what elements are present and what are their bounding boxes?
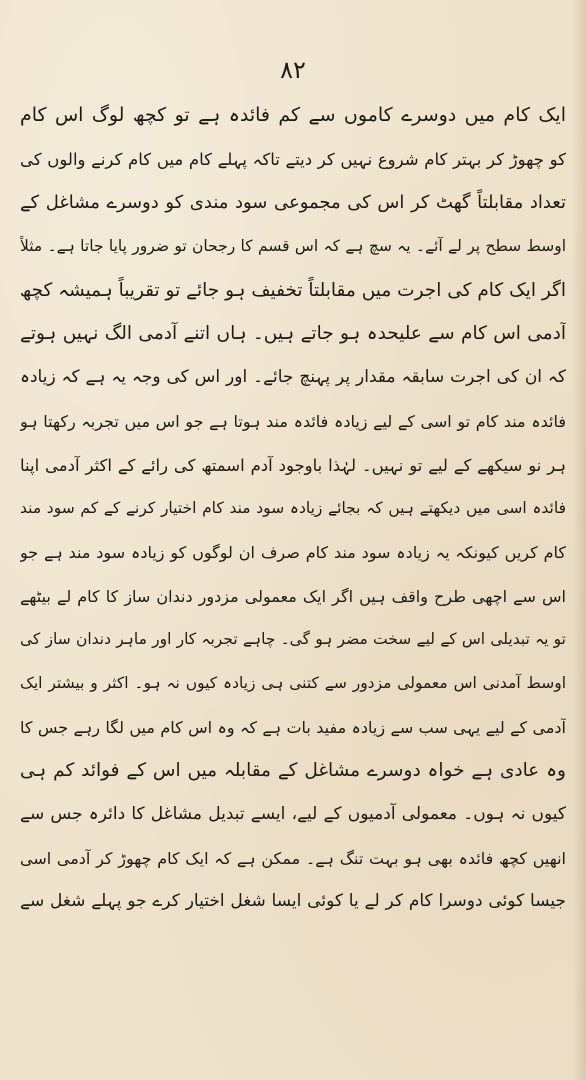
text-line: ایک کام میں دوسرے کاموں سے کم فائدہ ہے تو کچھ لوگ اس کام	[20, 104, 566, 126]
text-line: کہ ان کی اجرت سابقہ مقدار پر پہنچ جائے۔ اور اس کی وجہ یہ ہے کہ زیادہ	[20, 367, 566, 388]
text-line: انھیں کچھ فائدہ بھی ہو بہت تنگ ہے۔ ممکن ہے کہ ایک کام چھوڑ کر آدمی اسی	[20, 848, 566, 868]
text-line: تعداد مقابلتاً گھٹ کر اس کی مجموعی سود مندی کو دوسرے مشاغل کے	[20, 192, 566, 214]
text-line: اوسط آمدنی اس معمولی مزدور سے کتنی ہی زیادہ کیوں نہ ہو۔ اکثر و بیشتر ایک	[20, 673, 566, 692]
text-line: وہ عادی ہے خواہ دوسرے مشاغل کے مقابلہ میں اس کے فوائد کم ہی	[20, 760, 566, 782]
text-line: کام کریں کیونکہ یہ زیادہ سود مند کام صرف ان لوگوں کو زیادہ سود مند ہے جو	[20, 542, 566, 562]
text-line: آدمی کے لیے یہی سب سے زیادہ مفید بات ہے کہ وہ اس کام میں لگا رہے جس کا	[20, 717, 566, 737]
text-line: فائدہ مند کام تو اسی کے لیے زیادہ فائدہ مند ہوتا ہے جو اس میں تجربہ رکھتا ہو	[20, 411, 566, 431]
text-line: اس سے اچھی طرح واقف ہیں اگر ایک معمولی مزدور دندان ساز کا کام لے بیٹھے	[20, 586, 566, 606]
text-line: فائدہ اسی میں دیکھتے ہیں کہ بجائے زیادہ سود مند کام اختیار کرنے کے کم سود مند	[20, 499, 566, 518]
text-line: جیسا کوئی دوسرا کام کر لے یا کوئی ایسا شغل اختیار کرے جو پہلے شغل سے	[20, 891, 566, 912]
text-line: کو چھوڑ کر بہتر کام شروع نہیں کر دیتے تاکہ پہلے کام میں کام کرنے والوں کی	[20, 149, 566, 169]
page-number: ٨٢	[280, 56, 306, 84]
text-line: اوسط سطح پر لے آئے۔ یہ سچ ہے کہ اس قسم کا رجحان تو ضرور پایا جاتا ہے۔ مثلاً	[20, 237, 566, 256]
body-text	[20, 94, 566, 924]
page-edge-shadow	[572, 0, 586, 1080]
text-line: کیوں نہ ہوں۔ معمولی آدمیوں کے لیے، ایسے تبدیل مشاغل کا دائرہ جس سے	[20, 804, 566, 824]
text-line: ہر نو سیکھے کے لیے تو نہیں۔ لہٰذا باوجود آدم اسمتھ کی رائے کے اکثر آدمی اپنا	[20, 455, 566, 475]
text-line: اگر ایک کام کی اجرت میں مقابلتاً تخفیف ہو جائے تو تقریباً ہمیشہ کچھ	[20, 279, 566, 301]
text-line: تو یہ تبدیلی اس کے لیے سخت مضر ہو گی۔ چاہے تجربہ کار اور ماہر دندان ساز کی	[20, 630, 566, 649]
text-line: آدمی اس کام سے علیحدہ ہو جاتے ہیں۔ ہاں اتنے آدمی الگ نہیں ہوتے	[20, 323, 566, 345]
